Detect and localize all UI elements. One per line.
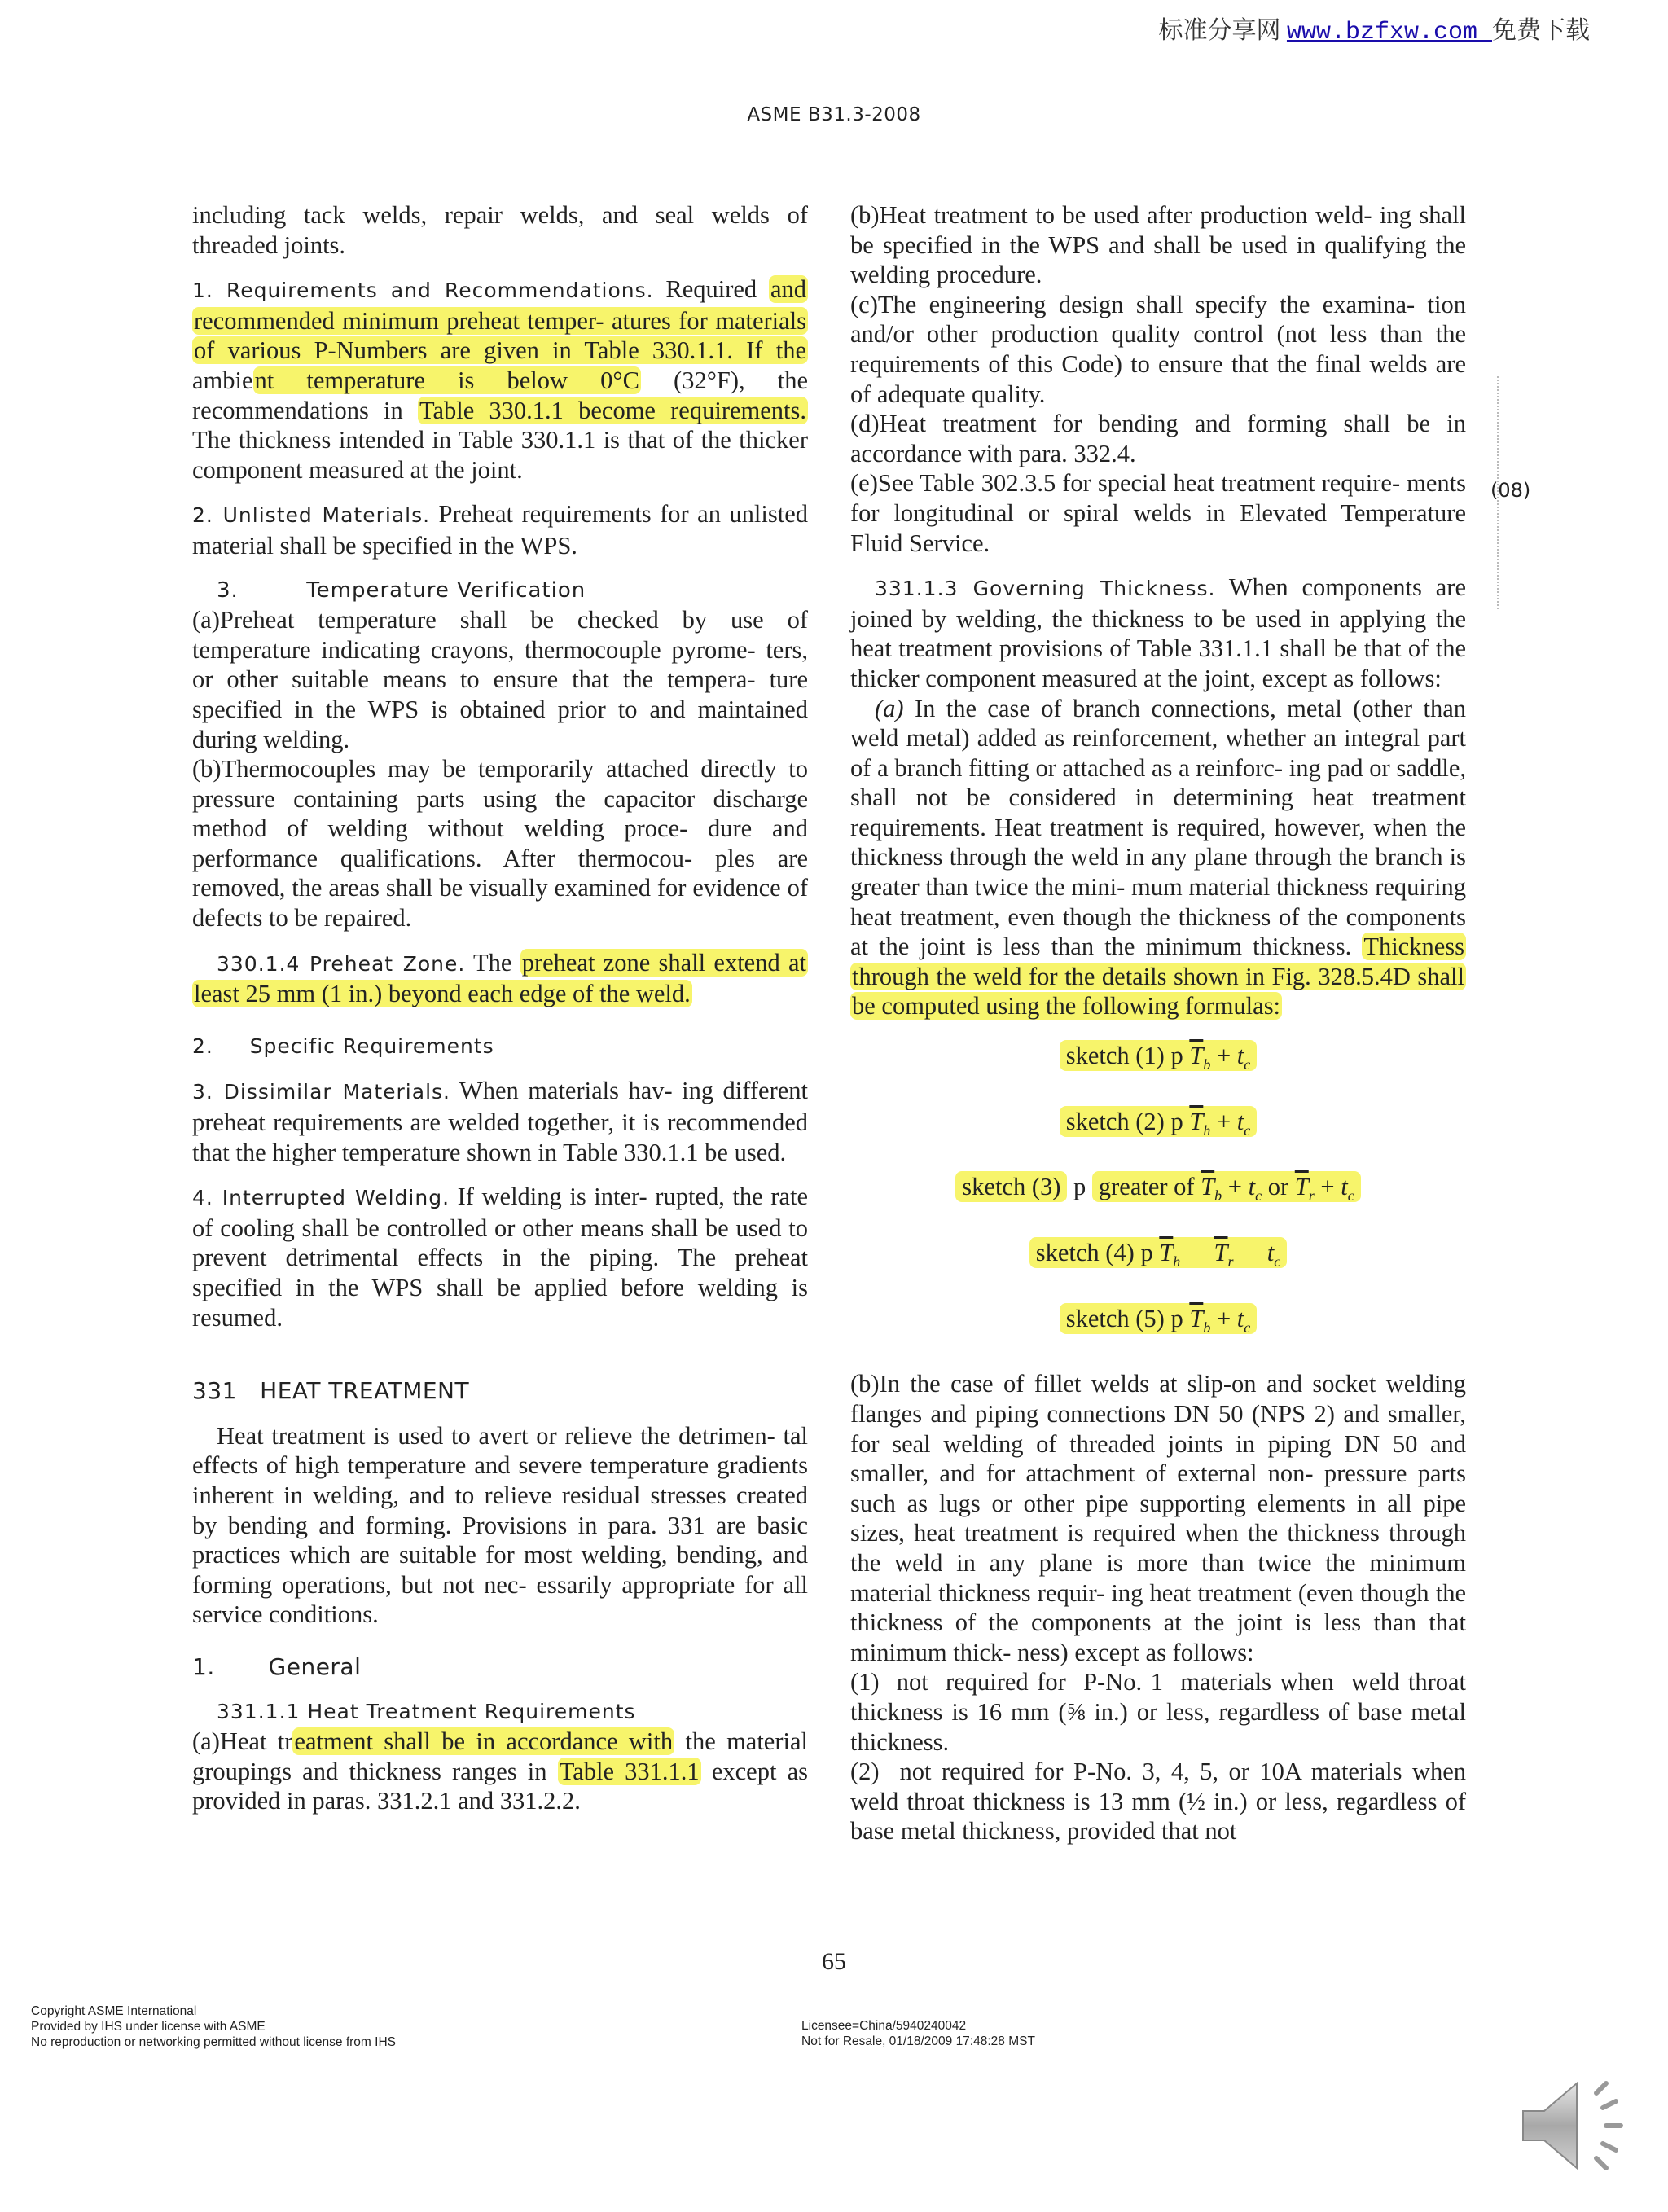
highlighted-text: Table 330.1.1 become requirements.: [419, 396, 806, 424]
right-column: [850, 200, 1466, 1846]
unlisted-materials-paragraph: 2. Unlisted Materials. Preheat requirements for an unlisted material shall be specified in the WPS.: [192, 500, 808, 560]
running-header: ASME B31.3-2008: [747, 104, 921, 125]
paragraph: (b)Heat treatment to be used after production weld- ing shall be specified in the WPS and shall be used in qualifying the welding procedure.: [850, 201, 1466, 289]
subsection-heading: 1. Requirements and Recommendations.: [192, 279, 654, 303]
highlight-dot: [1240, 1244, 1261, 1266]
highlighted-text: and recommended minimum preheat temper- atures for materials of various P-Numbers are given in Table 330.1.1. If the: [194, 275, 806, 365]
interrupted-welding-paragraph: 4. Interrupted Welding. If welding is inter- rupted, the rate of cooling shall be controlled or other means shall be used to prevent detrimental effects in the piping. The preheat specified in the WPS shall be applied before welding is resumed.: [192, 1183, 808, 1332]
paragraph: (e)See Table 302.3.5 for special heat treatment require- ments for longitudinal or spiral welds in Elevated Temperature Fluid Service.: [850, 469, 1466, 557]
subsection-heading: 4. Interrupted Welding.: [192, 1186, 450, 1210]
formula-sketch-3: sketch (3) p greater of $\overline{T}_b + t_c$ or $\overline{T}_r + t_c$: [850, 1172, 1466, 1211]
highlighted-text: Table 331.1.1: [559, 1757, 700, 1785]
page-number: 65: [822, 1948, 846, 1975]
subsection-heading: 3. Temperature Verification: [217, 577, 586, 603]
watermark-suffix: 免费下载: [1492, 17, 1590, 44]
formula-sketch-2: sketch (2) p $\overline{T}_h + t_c$: [850, 1107, 1466, 1146]
exception-item-1: (1) not required for P-No. 1 materials when weld throat thickness is 16 mm (⅝ in.) or less, regardless of base metal thickness.: [850, 1668, 1466, 1756]
paragraph: including tack welds, repair welds, and seal welds of threaded joints.: [192, 201, 808, 259]
paragraph: (c)The engineering design shall specify the examina- tion and/or other production quality control (not less than the requirements of this Code) to ensure that the final welds are of adequate quality.: [850, 290, 1466, 408]
fillet-welds-paragraph: (b)In the case of fillet welds at slip-on and socket welding flanges and piping connections DN 50 (NPS 2) and smaller, for seal welding of threaded joints in piping DN 50 and smaller, and for attachment of external non- pressure parts such as lugs or other pipe supporting elements in all pipe sizes, heat treatment is required when the thickness through the weld in any plane is more than twice the minimum material thickness requir- ing heat treatment (even though the thickness of the components at the joint is less than that minimum thick- ness) except as follows:: [850, 1370, 1466, 1666]
section-heading: 2. Specific Requirements: [192, 1034, 494, 1058]
paragraph: (b)Thermocouples may be temporarily attached directly to pressure containing parts using the capacitor discharge method of welding without welding proce- dure and performance qualifications. After thermocou- ples are removed, the areas shall be visually examined for evidence of defects to be repaired.: [192, 755, 808, 933]
paragraph: Heat treatment is used to avert or relieve the detrimen- tal effects of high temperature and severe temperature gradients inherent in welding, and to relieve residual stresses created by bending and forming. Provisions in para. 331 are basic practices which are suitable for most welding, bending, and forming operations, but not nec- essarily appropriate for all service conditions.: [192, 1421, 808, 1629]
footer-license: Licensee=China/5940240042 Not for Resale, 01/18/2009 17:48:28 MST: [801, 2019, 1035, 2048]
dissimilar-materials-paragraph: 3. Dissimilar Materials. When materials hav- ing different preheat requirements are welded together, it is recommended that the higher temperature shown in Table 330.1.1 be used.: [192, 1077, 808, 1166]
highlighted-text: nt temperature is below 0°C: [254, 366, 639, 394]
requirements-paragraph: 1. Requirements and Recommendations. Required and recommended minimum preheat temper- atures for materials of various P-Numbers are given in Table 330.1.1. If the ambient temperature is below 0°C (32°F), the recommendations in Table 330.1.1 become requirements. The thickness intended in Table 330.1.1 is that of the thicker component measured at the joint.: [192, 275, 809, 484]
highlighted-text: preheat zone shall extend at least 25 mm (1 in.) beyond each edge of the weld.: [194, 948, 806, 1008]
watermark-link[interactable]: www.bzfxw.com: [1286, 19, 1492, 46]
subsection-heading: 3. Dissimilar Materials.: [192, 1080, 450, 1104]
watermark-prefix: 标准分享网: [1158, 17, 1287, 44]
subsection-heading: 331.1.3 Governing Thickness.: [875, 577, 1216, 601]
preheat-zone-paragraph: 330.1.4 Preheat Zone. The preheat zone shall extend at least 25 mm (1 in.) beyond each edge of the weld.: [194, 948, 806, 1008]
subsection-heading: 330.1.4 Preheat Zone.: [217, 951, 466, 976]
highlighted-text: Thickness through the weld for the details shown in Fig. 328.5.4D shall be computed using the following formulas:: [852, 933, 1464, 1020]
paragraph: (d)Heat treatment for bending and forming shall be in accordance with para. 332.4.: [850, 410, 1466, 467]
exception-item-2: (2) not required for P-No. 3, 4, 5, or 10A materials when weld throat thickness is 13 mm (½ in.) or less, regardless of base metal thickness, provided that not: [850, 1758, 1466, 1846]
highlight-dot: [1187, 1244, 1208, 1266]
footer-copyright: Copyright ASME International Provided by IHS under license with ASME No reproduction or networking permitted without license from IHS: [31, 2004, 396, 2049]
highlighted-text: eatment shall be in accordance with: [294, 1727, 674, 1756]
section-heading: 1. General: [192, 1652, 362, 1680]
formula-sketch-4: sketch (4) p $\overline{T}_h$ $\overline{T}_r$ $t_c$: [850, 1238, 1466, 1277]
revision-marker: (08): [1490, 479, 1531, 502]
subsection-heading: 2. Unlisted Materials.: [192, 503, 431, 528]
formula-sketch-5: sketch (5) p $\overline{T}_b + t_c$: [850, 1304, 1466, 1343]
formula-list: [850, 1041, 1466, 1342]
formula-sketch-1: sketch (1) p $\overline{T}_b + t_c$: [850, 1041, 1466, 1080]
speaker-volume-icon[interactable]: [1515, 2069, 1645, 2183]
section-heading: 331 HEAT TREATMENT: [192, 1377, 470, 1405]
paragraph: (a)Preheat temperature shall be checked by use of temperature indicating crayons, thermocouple pyrome- ters, or other suitable means to ensure that the tempera- ture specified in the WPS is obtained prior to and maintained during welding.: [192, 606, 808, 753]
site-watermark: [1158, 10, 1590, 46]
branch-connection-paragraph: (a) In the case of branch connections, metal (other than weld metal) added as reinforcement, whether an integral part of a branch fitting or attached as a reinforc- ing pad or saddle, shall not be considered in determining heat treatment requirements. Heat treatment is required, however, when the thickness through the weld in any plane through the branch is greater than twice the mini- mum material thickness requiring heat treatment, even though the thickness of the components at the joint is less than the minimum thickness. Thickness through the weld for the details shown in Fig. 328.5.4D shall be computed using the following formulas:: [850, 694, 1466, 1020]
left-column: [192, 200, 808, 1816]
heat-treatment-req-paragraph: (a)Heat treatment shall be in accordance with the material groupings and thickness ranges in Table 331.1.1 except as provided in paras. 331.2.1 and 331.2.2.: [192, 1727, 808, 1815]
subsection-heading: 331.1.1 Heat Treatment Requirements: [217, 1699, 636, 1723]
governing-thickness-paragraph: 331.1.3 Governing Thickness. When components are joined by welding, the thickness to be used in applying the heat treatment provisions of Table 331.1.1 shall be that of the thicker component measured at the joint, except as follows:: [850, 573, 1466, 692]
